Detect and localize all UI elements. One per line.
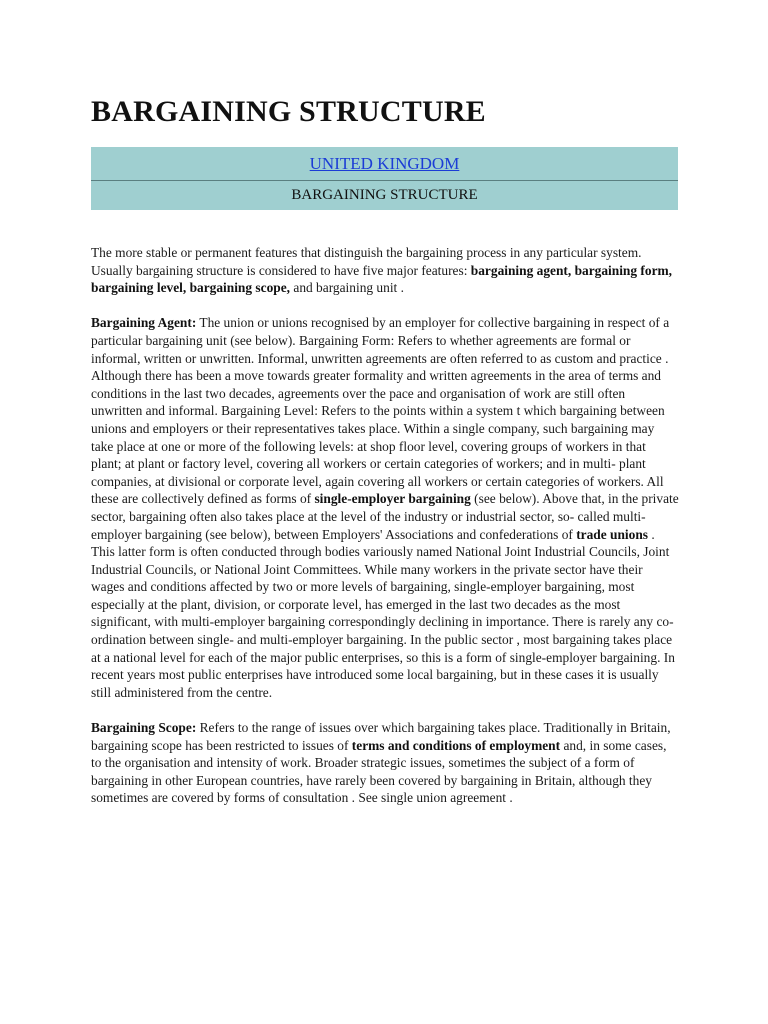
bargaining-scope-paragraph: [91, 719, 679, 807]
agent-text-3: . This latter form is often conducted through bodies variously named National Joint Industrial Councils, Joint Industrial Councils, or National Joint Committees. While many workers in the private sector have their wages and conditions affected by two or more levels of bargaining, single-employer bargaining, most especially at the plant, division, or corporate level, has emerged in the last two decades as the most significant, with multi-employer bargaining correspondingly declining in importance. There is rarely any co-ordination between single- and multi-employer bargaining. In the public sector , most bargaining takes place at a national level for each of the major public enterprises, so this is a form of single-employer bargaining. In recent years most public enterprises have introduced some local bargaining, but in these cases it is usually still administered from the centre.: [91, 526, 675, 700]
document-body: [91, 244, 679, 807]
single-employer-bargaining-term: single-employer bargaining: [314, 491, 471, 507]
agent-text-1: The union or unions recognised by an employer for collective bargaining in respect of a particular bargaining unit (see below). Bargaining Form: Refers to whether agreements are formal or informal, written or unwritten. Informal, unwritten agreements are often referred to as custom and practice . Although there has been a move towards greater formality and written agreements in the area of terms and conditions in the last two decades, agreements over the pace and organisation of work are still often unwritten and informal. Bargaining Level: Refers to the points within a system t which bargaining between unions and employers or their representatives takes place. Within a single company, such bargaining may take place at one or more of the following levels: at shop floor level, covering groups of workers in that plant; at plant or factory level, covering all workers or certain categories of workers; and in multi- plant companies, at divisional or corporate level, again covering all workers or certain categories of workers. All these are collectively defined as forms of: [91, 315, 670, 507]
page-title: BARGAINING STRUCTURE: [91, 95, 486, 128]
bargaining-agent-label: Bargaining Agent:: [91, 315, 197, 331]
header-row-country: [91, 147, 678, 181]
section-subheading: BARGAINING STRUCTURE: [291, 187, 478, 203]
country-link[interactable]: UNITED KINGDOM: [309, 154, 460, 173]
terms-and-conditions-term: terms and conditions of employment: [351, 737, 561, 753]
intro-text-1: The more stable or permanent features that distinguish the bargaining process in any particular system. Usually bargaining structure is considered to have five major features:: [91, 245, 642, 278]
bargaining-agent-paragraph: [91, 314, 679, 701]
scope-text-1: Refers to the range of issues over which bargaining takes place. Traditionally in Britain, bargaining scope has been restricted to issues of: [91, 720, 671, 753]
bargaining-scope-label: Bargaining Scope:: [91, 720, 197, 736]
intro-bold-features: bargaining agent, bargaining form, bargaining level, bargaining scope,: [91, 262, 673, 296]
header-table: [91, 147, 678, 210]
scope-text-2: and, in some cases, to the organisation and intensity of work. Broader strategic issues, sometimes the subject of a form of bargaining in other European countries, have rarely been covered by bargaining in Britain, although they sometimes are covered by forms of consultation . See single union agreement .: [91, 737, 667, 806]
header-row-subheading: [91, 181, 678, 211]
header-cell-country: [91, 147, 678, 181]
intro-paragraph: [91, 244, 679, 297]
document-page: [91, 92, 679, 825]
agent-text-2: (see below). Above that, in the private sector, bargaining often also takes place at the level of the industry or industrial sector, so- called multi-employer bargaining (see below), between Employers' Associations and confederations of: [91, 491, 679, 542]
trade-unions-term: trade unions: [576, 526, 649, 542]
intro-text-2: and bargaining unit .: [290, 280, 404, 296]
